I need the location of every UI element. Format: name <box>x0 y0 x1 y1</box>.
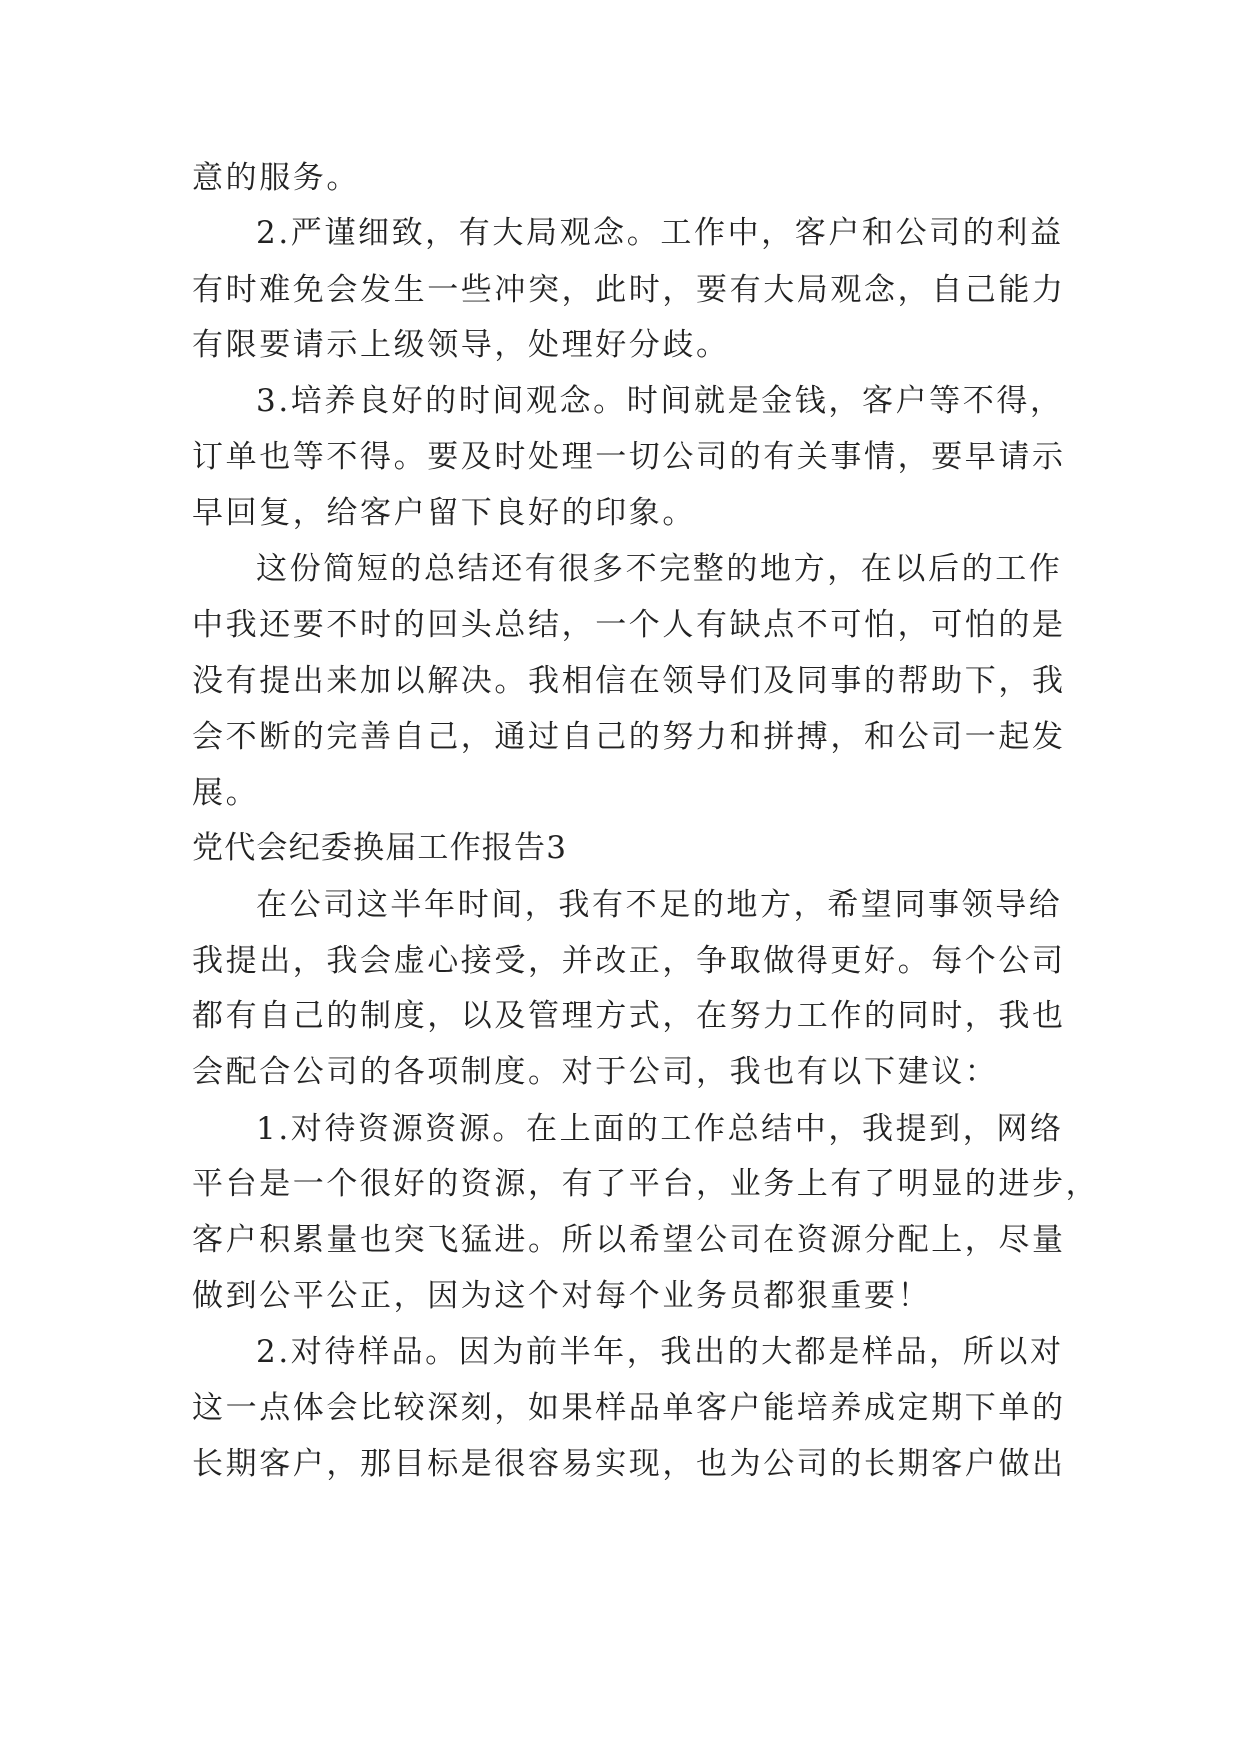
text-line: 平台是一个很好的资源，有了平台，业务上有了明显的进步， <box>192 1166 1100 1202</box>
text-line: 会不断的完善自己，通过自己的努力和拼搏，和公司一起发 <box>192 719 1066 755</box>
text-line: 2.严谨细致，有大局观念。工作中，客户和公司的利益 <box>256 215 1064 251</box>
text-line: 有限要请示上级领导，处理好分歧。 <box>192 327 730 363</box>
text-line: 在公司这半年时间，我有不足的地方，希望同事领导给 <box>256 887 1063 923</box>
text-line: 早回复，给客户留下良好的印象。 <box>192 495 696 531</box>
text-line: 做到公平公正，因为这个对每个业务员都狠重要！ <box>192 1278 932 1314</box>
text-line: 这份简短的总结还有很多不完整的地方，在以后的工作 <box>256 551 1063 587</box>
section-heading: 党代会纪委换届工作报告3 <box>192 830 568 866</box>
text-line: 长期客户，那目标是很容易实现，也为公司的长期客户做出 <box>192 1446 1066 1482</box>
text-line: 意的服务。 <box>192 160 360 196</box>
text-line: 1.对待资源资源。在上面的工作总结中，我提到，网络 <box>256 1111 1064 1147</box>
text-line: 展。 <box>192 775 260 811</box>
text-line: 3.培养良好的时间观念。时间就是金钱，客户等不得， <box>256 383 1064 419</box>
text-line: 都有自己的制度，以及管理方式，在努力工作的同时，我也 <box>192 998 1066 1034</box>
text-line: 有时难免会发生一些冲突，此时，要有大局观念，自己能力 <box>192 272 1066 308</box>
text-line: 我提出，我会虚心接受，并改正，争取做得更好。每个公司 <box>192 943 1066 979</box>
text-line: 2.对待样品。因为前半年，我出的大都是样品，所以对 <box>256 1334 1064 1370</box>
text-line: 没有提出来加以解决。我相信在领导们及同事的帮助下，我 <box>192 663 1066 699</box>
text-line: 中我还要不时的回头总结，一个人有缺点不可怕，可怕的是 <box>192 607 1066 643</box>
text-line: 客户积累量也突飞猛进。所以希望公司在资源分配上，尽量 <box>192 1222 1066 1258</box>
text-line: 会配合公司的各项制度。对于公司，我也有以下建议： <box>192 1054 999 1090</box>
text-line: 这一点体会比较深刻，如果样品单客户能培养成定期下单的 <box>192 1390 1066 1426</box>
text-line: 订单也等不得。要及时处理一切公司的有关事情，要早请示 <box>192 439 1066 475</box>
